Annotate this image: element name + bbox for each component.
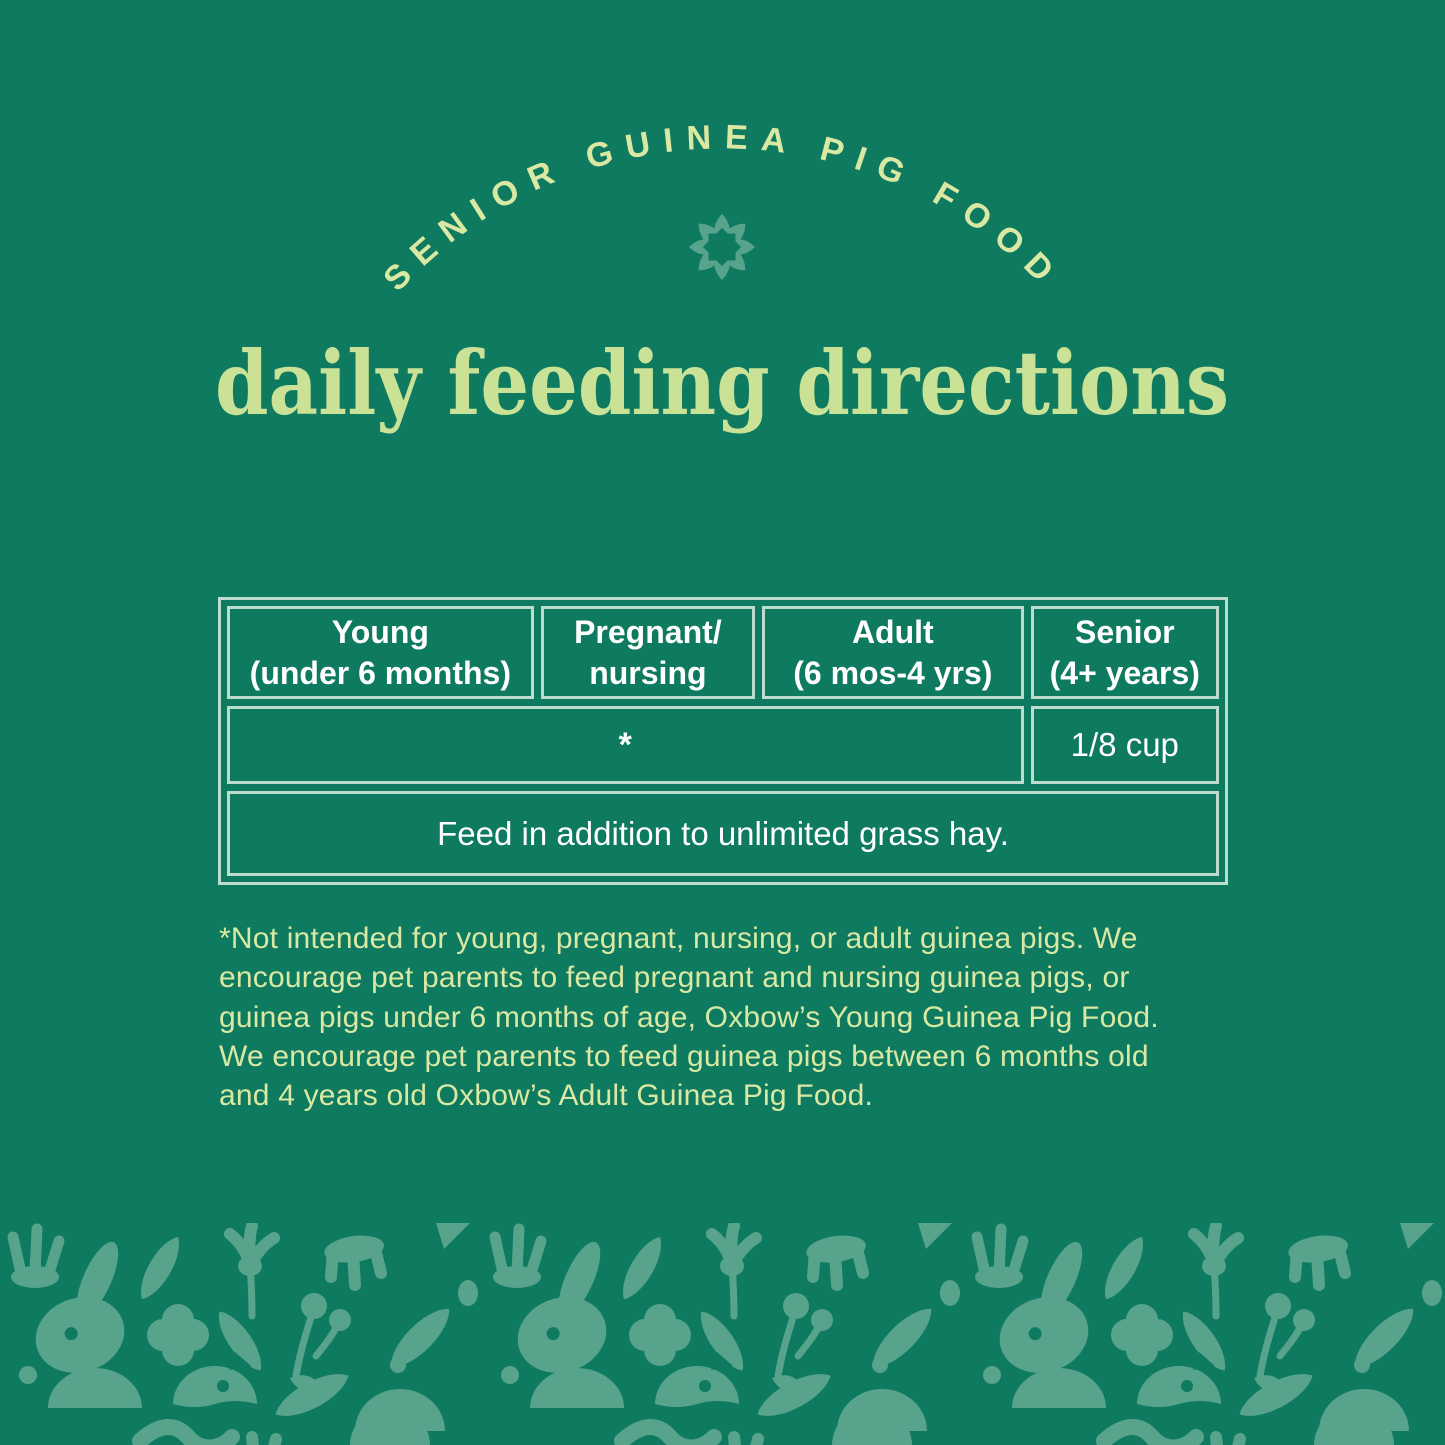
footnote-text: *Not intended for young, pregnant, nursing, or adult guinea pigs. We encourage pet parents to feed pregnant and nursing guinea pigs, or guinea pigs under 6 months of age, Oxbow’s Young Guinea Pig Food. We encourage pet parents to feed guinea pigs between 6 months old and 4 years old Oxbow’s Adult Guinea Pig Food. (219, 922, 1159, 1113)
column-header-young-line1: Young (331, 614, 429, 651)
column-header-senior-line1: Senior (1074, 614, 1175, 651)
hay-note-text: Feed in addition to unlimited grass hay. (437, 814, 1009, 852)
column-header-senior (1031, 606, 1219, 699)
header-graphic (0, 0, 1445, 480)
cell-hay-note (227, 791, 1219, 876)
page-title: daily feeding directions (215, 331, 1229, 435)
flower-icon (689, 214, 755, 280)
column-header-senior-line2: (4+ years) (1049, 654, 1200, 691)
column-header-adult (762, 606, 1024, 699)
column-header-adult-line1: Adult (851, 614, 934, 651)
column-header-pregnant-line1: Pregnant/ (574, 614, 722, 651)
column-header-young-line2: (under 6 months) (249, 654, 511, 691)
star-cutout-icon (703, 228, 741, 266)
column-header-young (227, 606, 534, 699)
cell-asterisk (227, 706, 1024, 784)
cell-senior-amount (1031, 706, 1219, 784)
column-header-pregnant-line2: nursing (589, 654, 707, 691)
arc-product-name: SENIOR GUINEA PIG FOOD (376, 118, 1070, 299)
feeding-directions-table (218, 597, 1228, 885)
senior-amount-value: 1/8 cup (1070, 726, 1179, 763)
asterisk-value: * (618, 725, 632, 764)
column-header-adult-line2: (6 mos-4 yrs) (793, 654, 993, 691)
botanical-pattern (0, 1223, 1445, 1445)
column-header-pregnant (541, 606, 755, 699)
